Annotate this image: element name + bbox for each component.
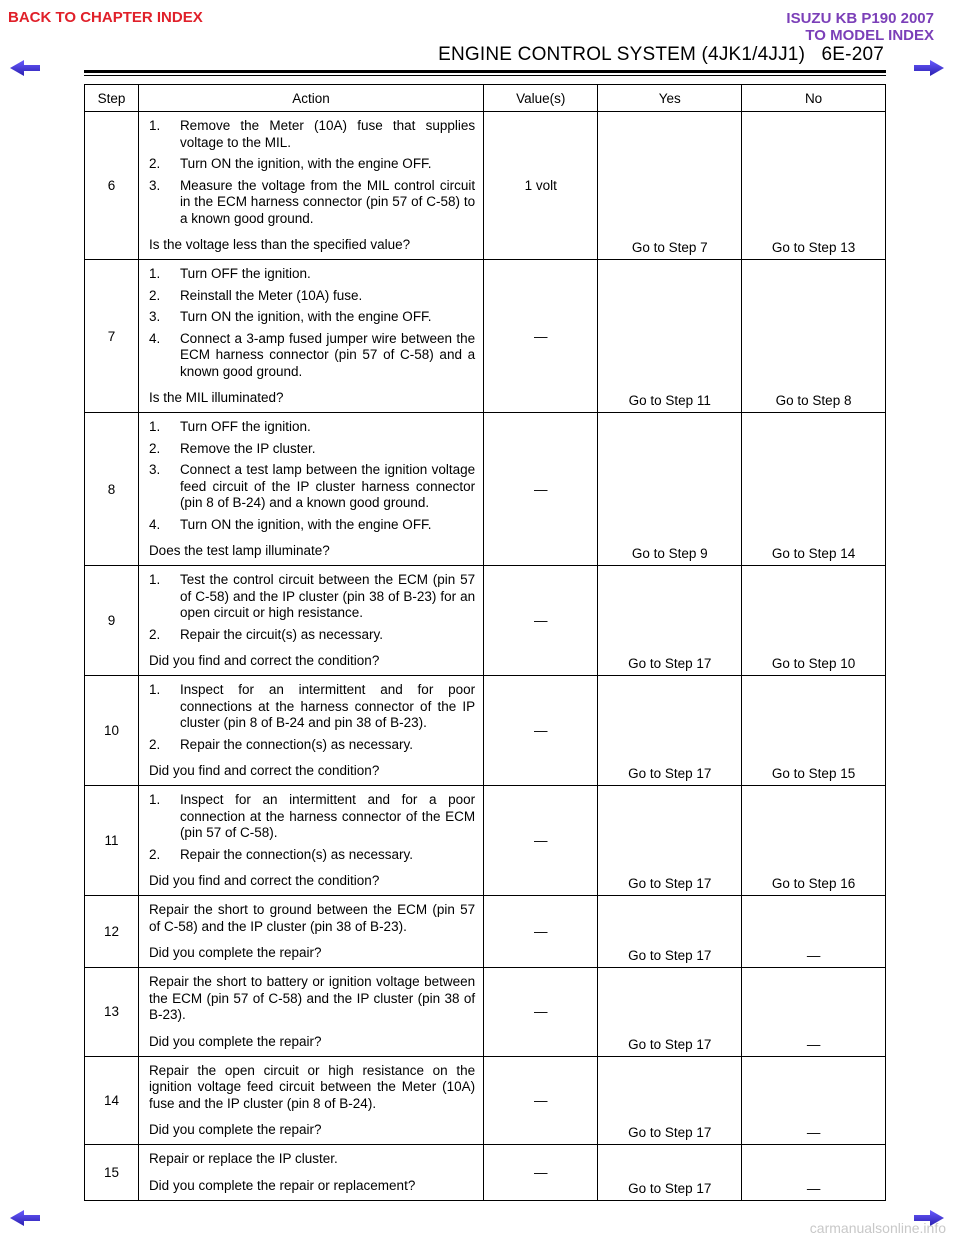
action-item-number: 1.	[148, 419, 161, 434]
step-number: 11	[85, 786, 139, 896]
value-cell: —	[484, 1145, 598, 1201]
value-cell: —	[484, 968, 598, 1057]
action-item	[149, 309, 475, 326]
action-item	[149, 627, 475, 644]
step-number: 14	[85, 1056, 139, 1145]
action-text: Repair the short to ground between the ECM (pin 57 of C-58) and the IP cluster (pin 38 of B-23).	[148, 902, 476, 934]
action-text: Repair the open circuit or high resistance on the ignition voltage feed circuit between the Meter (10A) fuse and the IP cluster (pin 8 of B-24).	[148, 1062, 476, 1111]
action-item-number: 2.	[148, 156, 161, 171]
table-row	[85, 260, 886, 413]
action-item-text: Measure the voltage from the MIL control circuit in the ECM harness connector (pin 57 of C-58) to a known good ground.	[179, 177, 476, 226]
action-item-number: 3.	[148, 177, 161, 193]
action-item-text: Repair the connection(s) as necessary.	[179, 846, 414, 862]
action-question: Did you complete the repair or replacement?	[148, 1177, 416, 1193]
action-item	[149, 178, 475, 228]
yes-cell: Go to Step 17	[598, 1145, 742, 1201]
action-cell	[138, 786, 483, 896]
previous-page-arrow-bottom-icon[interactable]	[8, 1208, 42, 1228]
yes-cell: Go to Step 11	[598, 260, 742, 413]
header-rule-thin	[84, 75, 886, 76]
no-cell: —	[742, 1145, 886, 1201]
step-number: 7	[85, 260, 139, 413]
table-row	[85, 112, 886, 260]
action-item	[149, 118, 475, 151]
action-item-number: 1.	[148, 118, 161, 133]
action-item-text: Inspect for an intermittent and for poor connections at the harness connector of the IP cluster (pin 8 of B-24 and pin 38 of B-23).	[179, 682, 476, 730]
action-item	[149, 441, 475, 458]
action-question: Did you find and correct the condition?	[148, 653, 380, 668]
value-cell: —	[484, 786, 598, 896]
yes-cell: Go to Step 17	[598, 968, 742, 1057]
column-header-yes: Yes	[598, 85, 742, 112]
action-list	[149, 266, 475, 380]
action-item	[149, 288, 475, 305]
table-row	[85, 1145, 886, 1201]
value-cell: —	[484, 260, 598, 413]
action-item	[149, 156, 475, 173]
action-list	[149, 118, 475, 227]
column-header-no: No	[742, 85, 886, 112]
action-item-text: Reinstall the Meter (10A) fuse.	[179, 287, 363, 303]
step-number: 9	[85, 566, 139, 676]
value-cell: 1 volt	[484, 112, 598, 260]
action-item-number: 4.	[148, 330, 161, 346]
table-body	[85, 112, 886, 1201]
yes-cell: Go to Step 17	[598, 1056, 742, 1145]
no-cell: Go to Step 10	[742, 566, 886, 676]
value-cell: —	[484, 896, 598, 968]
action-item-text: Turn ON the ignition, with the engine OFF.	[179, 156, 432, 171]
next-page-arrow-icon[interactable]	[912, 58, 946, 78]
action-question: Did you complete the repair?	[148, 1122, 322, 1137]
action-cell	[138, 413, 483, 566]
action-cell	[138, 1056, 483, 1145]
action-item-text: Repair the connection(s) as necessary.	[179, 736, 414, 752]
action-cell	[138, 260, 483, 413]
action-cell	[138, 112, 483, 260]
column-header-step: Step	[85, 85, 139, 112]
table-row	[85, 968, 886, 1057]
action-item-number: 2.	[148, 736, 161, 752]
step-number: 6	[85, 112, 139, 260]
value-cell: —	[484, 676, 598, 786]
action-item-number: 2.	[148, 846, 161, 862]
table-row	[85, 566, 886, 676]
action-item-text: Remove the IP cluster.	[179, 440, 316, 456]
action-cell	[138, 896, 483, 968]
action-item-text: Turn ON the ignition, with the engine OFF.	[179, 516, 432, 532]
yes-cell: Go to Step 17	[598, 896, 742, 968]
yes-cell: Go to Step 17	[598, 786, 742, 896]
table-row	[85, 1056, 886, 1145]
action-list	[149, 572, 475, 643]
action-item-text: Turn OFF the ignition.	[179, 419, 311, 434]
yes-cell: Go to Step 17	[598, 676, 742, 786]
action-text: Repair or replace the IP cluster.	[148, 1151, 338, 1166]
diagnostic-table	[84, 84, 886, 1201]
header-rule	[84, 70, 886, 73]
action-question: Is the MIL illuminated?	[148, 390, 284, 405]
action-item	[149, 847, 475, 864]
action-item	[149, 419, 475, 436]
action-item	[149, 572, 475, 622]
action-item-number: 4.	[148, 516, 161, 532]
action-item-number: 2.	[148, 287, 161, 303]
action-question: Does the test lamp illuminate?	[148, 543, 330, 558]
action-item-number: 3.	[148, 309, 161, 324]
action-item-text: Test the control circuit between the ECM (pin 57 of C-58) and the IP cluster (pin 38 of B-23) for an open circuit or high resistance.	[179, 572, 476, 620]
action-item-text: Remove the Meter (10A) fuse that supplies voltage to the MIL.	[179, 118, 476, 150]
action-question: Is the voltage less than the specified value?	[148, 237, 411, 252]
action-item-text: Connect a test lamp between the ignition voltage feed circuit of the IP cluster harness connector (pin 8 of B-24) and a known good ground.	[179, 462, 476, 510]
action-item	[149, 682, 475, 732]
action-item-number: 3.	[148, 462, 161, 477]
no-cell: —	[742, 896, 886, 968]
action-cell	[138, 1145, 483, 1201]
value-cell: —	[484, 1056, 598, 1145]
action-list	[149, 792, 475, 863]
no-cell: Go to Step 16	[742, 786, 886, 896]
action-cell	[138, 566, 483, 676]
action-item-number: 1.	[148, 792, 161, 807]
action-item	[149, 737, 475, 754]
table-row	[85, 896, 886, 968]
action-question: Did you complete the repair?	[148, 1033, 322, 1049]
action-cell	[138, 968, 483, 1057]
column-header-values: Value(s)	[484, 85, 598, 112]
table-row	[85, 676, 886, 786]
step-number: 10	[85, 676, 139, 786]
action-list	[149, 419, 475, 533]
step-number: 12	[85, 896, 139, 968]
yes-cell: Go to Step 9	[598, 413, 742, 566]
table-row	[85, 786, 886, 896]
action-item-text: Turn OFF the ignition.	[179, 266, 311, 281]
action-item-number: 2.	[148, 440, 161, 456]
brand-block	[786, 10, 934, 44]
page-header-title: ENGINE CONTROL SYSTEM (4JK1/4JJ1) 6E-207	[438, 44, 884, 65]
step-number: 15	[85, 1145, 139, 1201]
action-cell	[138, 676, 483, 786]
no-cell: Go to Step 15	[742, 676, 886, 786]
watermark: carmanualsonline.info	[809, 1220, 946, 1236]
action-text: Repair the short to battery or ignition voltage between the ECM (pin 57 of C-58) and the IP cluster (pin 38 of B-23).	[148, 974, 476, 1022]
action-item-number: 1.	[148, 266, 161, 281]
no-cell: —	[742, 968, 886, 1057]
step-number: 13	[85, 968, 139, 1057]
action-item	[149, 266, 475, 283]
yes-cell: Go to Step 7	[598, 112, 742, 260]
action-item-text: Repair the circuit(s) as necessary.	[179, 626, 384, 642]
action-item	[149, 792, 475, 842]
column-header-action: Action	[138, 85, 483, 112]
to-model-index-link[interactable]: TO MODEL INDEX	[805, 27, 934, 44]
action-item-number: 2.	[148, 626, 161, 642]
previous-page-arrow-icon[interactable]	[8, 58, 42, 78]
value-cell: —	[484, 413, 598, 566]
back-to-chapter-index-link[interactable]: BACK TO CHAPTER INDEX	[8, 9, 203, 26]
action-item	[149, 462, 475, 512]
table-row	[85, 413, 886, 566]
no-cell: —	[742, 1056, 886, 1145]
model-title: ISUZU KB P190 2007	[786, 10, 934, 27]
no-cell: Go to Step 8	[742, 260, 886, 413]
action-question: Did you find and correct the condition?	[148, 873, 380, 888]
action-item-number: 1.	[148, 682, 161, 697]
action-item	[149, 331, 475, 381]
action-item-text: Connect a 3-amp fused jumper wire between the ECM harness connector (pin 57 of C-58) and a known good ground.	[179, 330, 476, 379]
no-cell: Go to Step 13	[742, 112, 886, 260]
action-item-text: Inspect for an intermittent and for a poor connection at the harness connector of the ECM (pin 57 of C-58).	[179, 792, 476, 840]
table-header-row	[85, 85, 886, 112]
action-list	[149, 682, 475, 753]
yes-cell: Go to Step 17	[598, 566, 742, 676]
action-question: Did you find and correct the condition?	[148, 763, 380, 778]
action-item-number: 1.	[148, 572, 161, 587]
no-cell: Go to Step 14	[742, 413, 886, 566]
action-item-text: Turn ON the ignition, with the engine OFF.	[179, 309, 432, 324]
step-number: 8	[85, 413, 139, 566]
action-question: Did you complete the repair?	[148, 945, 322, 960]
value-cell: —	[484, 566, 598, 676]
action-item	[149, 517, 475, 534]
